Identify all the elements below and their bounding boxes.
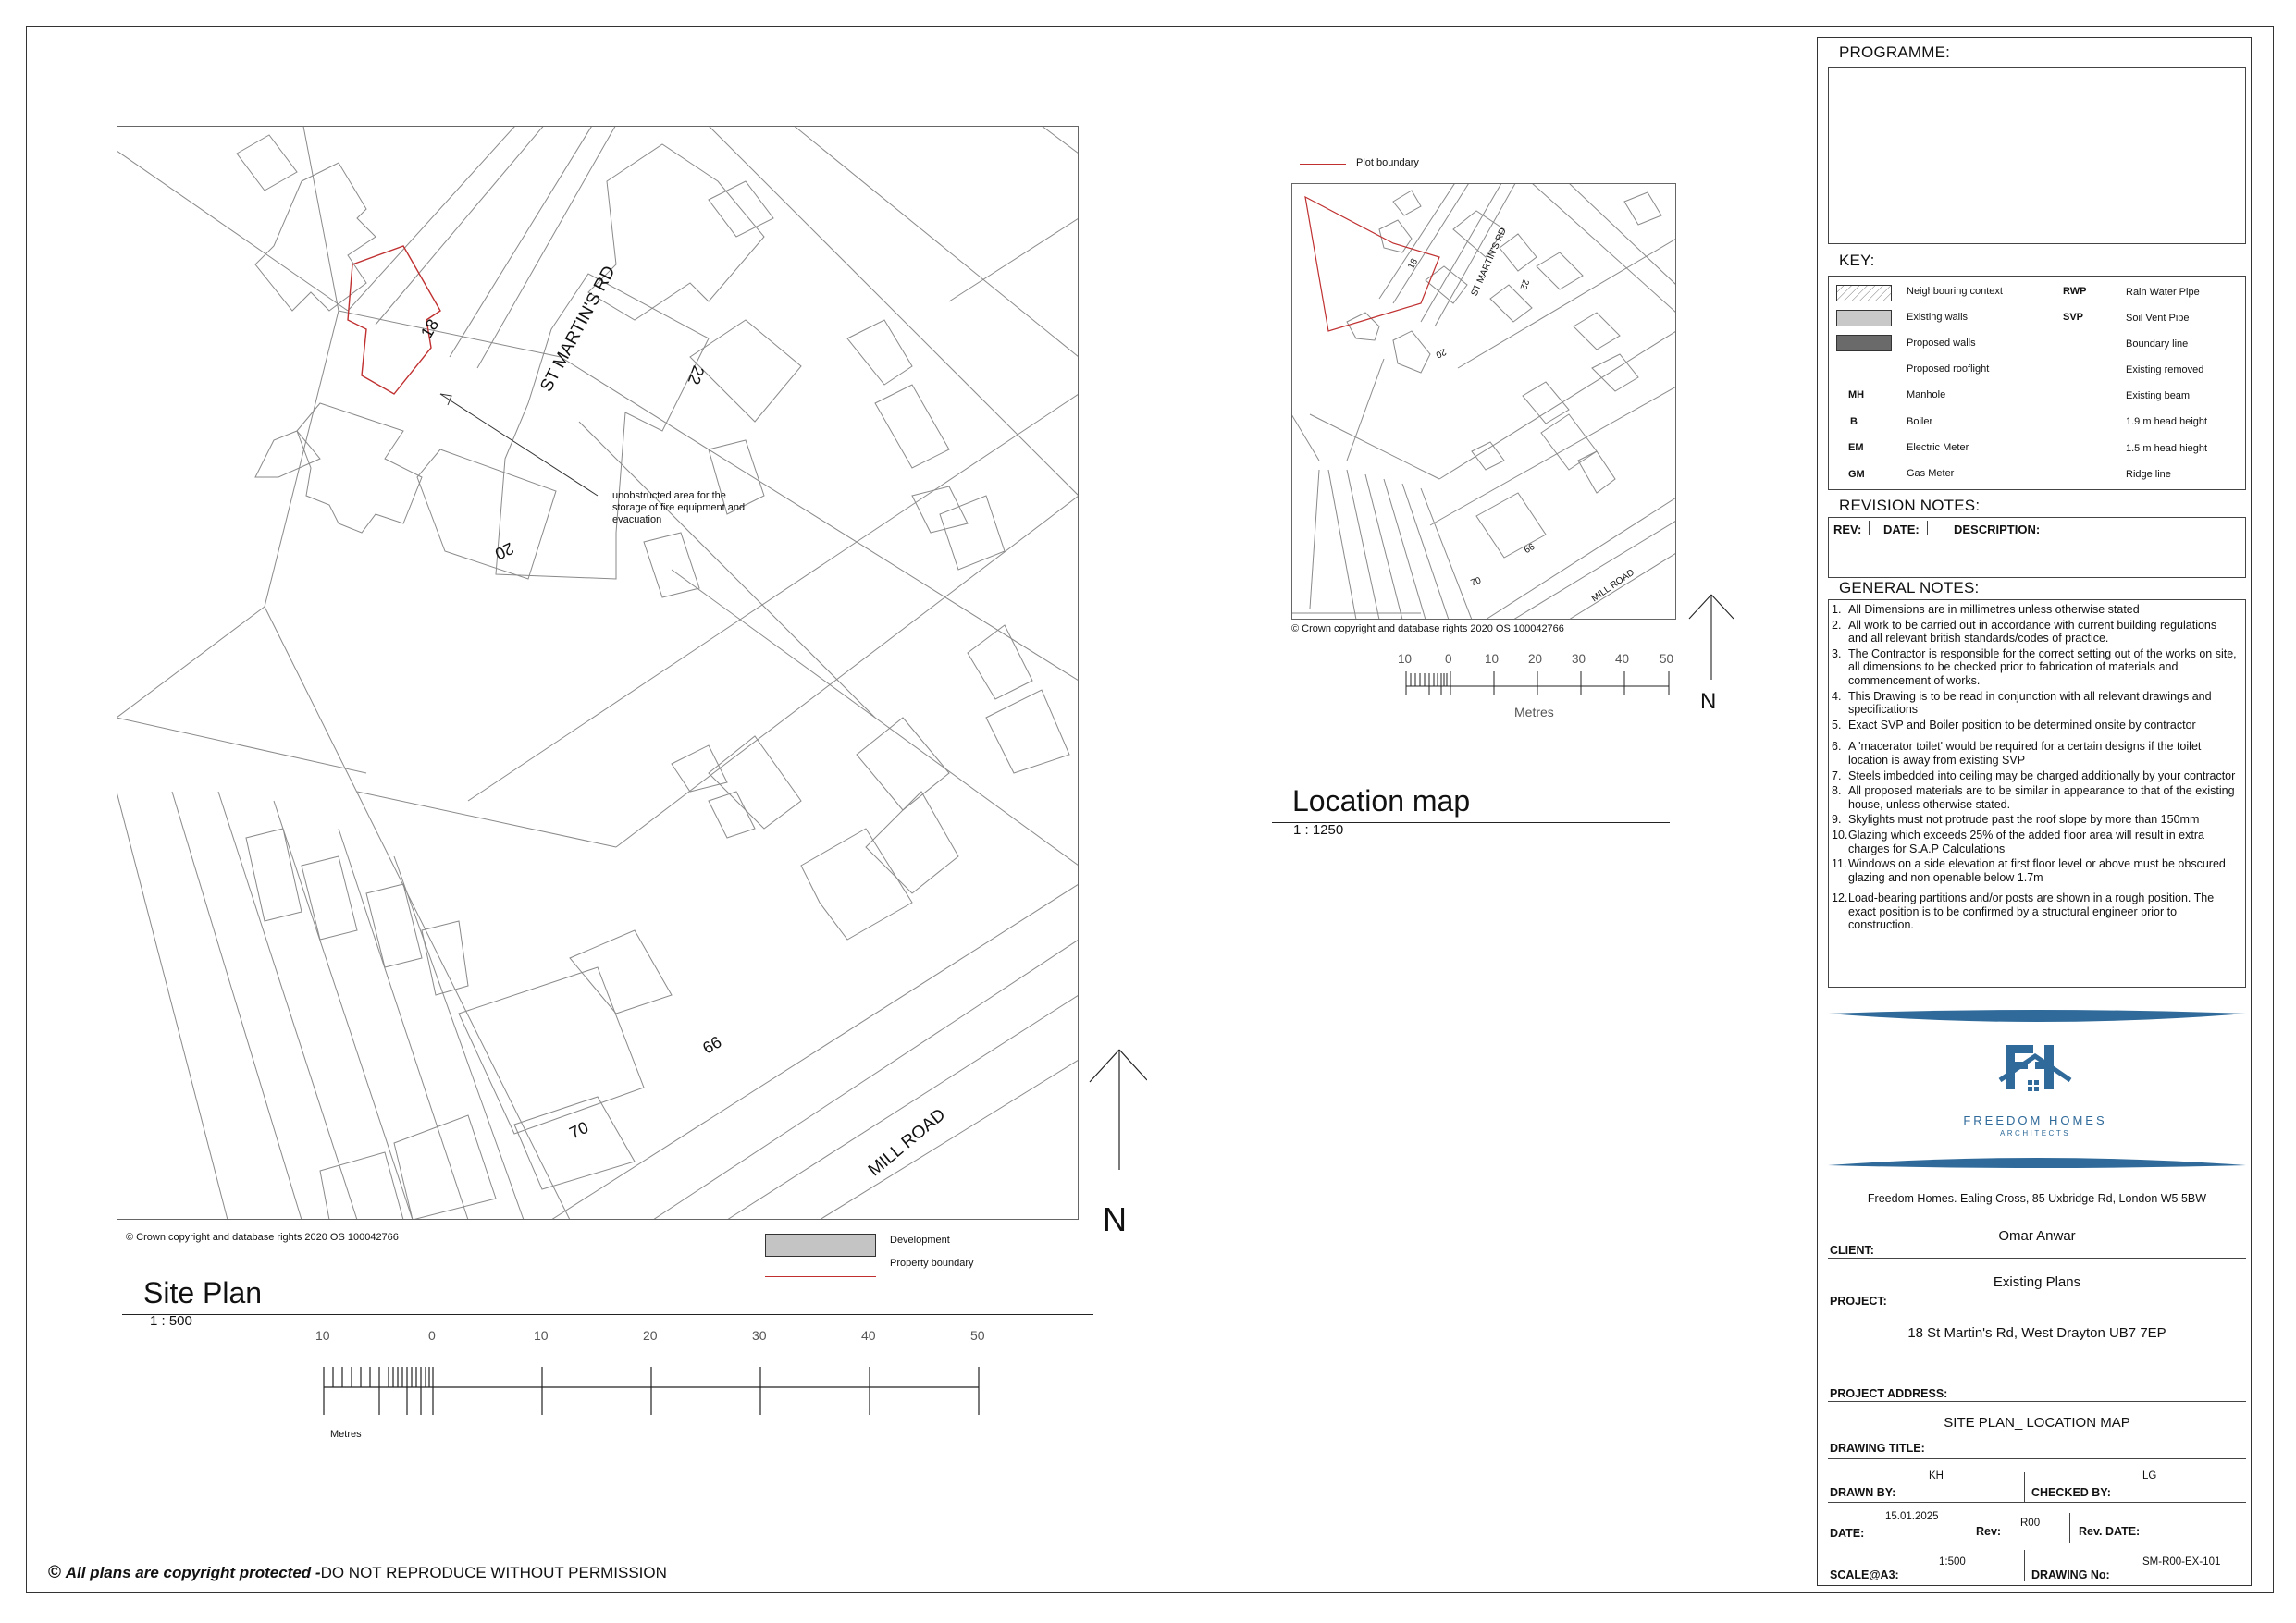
legend-development-label: Development [890, 1235, 950, 1246]
note-2: 2. All work to be carried out in accordance with current building regulations and all relevant british standards/codes of practice. [1832, 618, 2217, 646]
project-value: Existing Plans [1993, 1274, 2081, 1290]
key-right-0-code: RWP [2063, 286, 2087, 297]
drawing-no-label: DRAWING No: [2031, 1568, 2110, 1581]
note-10: 10. Glazing which exceeds 25% of the added floor area will result in extra charges for S.A.P Calculations [1832, 828, 2204, 855]
rev-divider-2 [1927, 521, 1928, 535]
scale-unit-site: Metres [330, 1429, 362, 1440]
key-left-6-code: EM [1848, 442, 1864, 453]
scale-tick-site-40: 40 [861, 1328, 876, 1343]
brand-name: FREEDOM HOMES [1963, 1113, 2107, 1127]
legend-boundary-line [765, 1276, 876, 1277]
rev-divider-1 [1869, 521, 1870, 535]
key-right-2: Boundary line [2126, 338, 2189, 350]
scale-tick-loc-20: 20 [1528, 652, 1543, 666]
scale-unit-location: Metres [1514, 705, 1554, 719]
note-5: 5. Exact SVP and Boiler position to be determined onsite by contractor [1832, 718, 2196, 732]
brand-swoosh-bottom [1828, 1156, 2246, 1171]
north-label-site: N [1103, 1200, 1127, 1238]
note-3: 3. The Contractor is responsible for the correct setting out of the works on site, all dimensions to be checked prior to fabrication of materials and commencement of works. [1832, 646, 2237, 687]
rev-value: R00 [2020, 1518, 2041, 1529]
note-8: 8. All proposed materials are to be similar in appearance to that of the existing house, unless otherwise stated. [1832, 784, 2235, 811]
key-left-2: Proposed walls [1907, 338, 1976, 349]
scale-divider [2024, 1550, 2025, 1581]
programme-label: PROGRAMME: [1839, 43, 1951, 61]
house-number-70: 70 [566, 1117, 592, 1143]
revision-label: REVISION NOTES: [1839, 497, 1981, 514]
note-9: 9. Skylights must not protrude past the roof slope by more than 150mm [1832, 813, 2200, 827]
house-number-20: 20 [491, 538, 517, 564]
legend-development-swatch [765, 1234, 876, 1257]
scale-label: SCALE@A3: [1830, 1568, 1899, 1581]
checked-by-value: LG [2142, 1470, 2157, 1482]
drawn-by-value: KH [1929, 1470, 1944, 1482]
site-copyright: © Crown copyright and database rights 2020 OS 100042766 [126, 1232, 399, 1243]
scale-tick-site-0: 0 [428, 1328, 436, 1343]
location-map-scale: 1 : 1250 [1293, 822, 1344, 838]
scale-bar-site [315, 1359, 999, 1424]
programme-box [1828, 67, 2246, 244]
address-value: 18 St Martin's Rd, West Drayton UB7 7EP [1907, 1325, 2166, 1341]
street-label-st-martins: ST MARTIN'S RD [537, 263, 620, 396]
scale-tick-site-50: 50 [970, 1328, 985, 1343]
key-label: KEY: [1839, 252, 1875, 269]
scale-tick-loc-50: 50 [1660, 652, 1674, 666]
rev-divider [2069, 1513, 2070, 1543]
date-label: DATE: [1830, 1527, 1865, 1540]
road-label-mill-road: MILL ROAD [864, 1104, 950, 1181]
key-left-7-code: GM [1848, 469, 1865, 480]
location-legend-label: Plot boundary [1356, 157, 1419, 168]
key-left-4: Manhole [1907, 389, 1946, 400]
address-label: PROJECT ADDRESS: [1830, 1387, 1948, 1400]
scale-tick-loc-30: 30 [1572, 652, 1586, 666]
scale-tick-loc-40: 40 [1615, 652, 1630, 666]
key-left-4-code: MH [1848, 389, 1865, 400]
key-right-3: Existing removed [2126, 364, 2204, 375]
checked-by-label: CHECKED BY: [2031, 1486, 2111, 1499]
location-road-label: MILL ROAD [1589, 567, 1636, 605]
location-street-label: ST MARTIN'S RD [1469, 227, 1509, 298]
company-address: Freedom Homes. Ealing Cross, 85 Uxbridge Rd, London W5 5BW [1867, 1192, 2207, 1205]
key-right-0: Rain Water Pipe [2126, 287, 2200, 298]
scale-bar-location [1397, 668, 1674, 705]
existing-walls-swatch [1836, 310, 1892, 326]
location-copyright: © Crown copyright and database rights 2020 OS 100042766 [1291, 623, 1564, 634]
scale-tick-site-10: 10 [534, 1328, 549, 1343]
location-map-frame [1291, 183, 1676, 620]
drawn-divider [2024, 1472, 2025, 1502]
north-label-location: N [1700, 689, 1717, 714]
location-house-22: 22 [1517, 277, 1531, 291]
general-notes-list [1832, 603, 2239, 934]
note-12: 12. Load-bearing partitions and/or posts are shown in a rough position. The exact position is to be confirmed by a structural engineer prior to construction. [1832, 891, 2215, 932]
note-7: 7. Steels imbedded into ceiling may be charged additionally by your contractor [1832, 768, 2236, 782]
key-left-7: Gas Meter [1907, 468, 1955, 479]
rev-label: Rev: [1976, 1525, 2002, 1538]
location-house-66: 66 [1522, 541, 1537, 557]
location-map-title: Location map [1292, 784, 1471, 818]
note-11: 11. Windows on a side elevation at first floor level or above must be obscured glazing and non openable below 1.7m [1832, 857, 2226, 884]
key-left-5-code: B [1850, 416, 1858, 427]
location-legend-line [1300, 164, 1346, 165]
drawing-title-value: SITE PLAN_ LOCATION MAP [1944, 1415, 2130, 1431]
note-1: 1. All Dimensions are in millimetres unless otherwise stated [1832, 603, 2140, 616]
note-4: 4. This Drawing is to be read in conjunction with all relevant drawings and specifications [1832, 689, 2212, 717]
client-rule [1828, 1258, 2246, 1259]
key-left-5: Boiler [1907, 416, 1933, 427]
scale-tick-site-30: 30 [752, 1328, 767, 1343]
house-number-18: 18 [416, 315, 443, 341]
neighbouring-context-swatch [1836, 285, 1892, 301]
key-left-3: Proposed rooflight [1907, 363, 1990, 375]
brand-sub: ARCHITECTS [1999, 1129, 2071, 1137]
drawn-rule [1828, 1502, 2246, 1503]
note-6: 6. A 'macerator toilet' would be required for a certain designs if the toilet location is away from existing SVP [1832, 740, 2202, 767]
key-right-5: 1.9 m head height [2126, 416, 2208, 427]
drawing-no-value: SM-R00-EX-101 [2142, 1556, 2221, 1568]
drawing-title-label: DRAWING TITLE: [1830, 1442, 1925, 1455]
drawn-by-label: DRAWN BY: [1830, 1486, 1896, 1499]
house-number-22: 22 [684, 363, 709, 387]
scale-tick-loc-10-neg: 10 [1398, 652, 1413, 666]
general-notes-label: GENERAL NOTES: [1839, 579, 1980, 596]
rev-col: REV: [1833, 523, 1862, 536]
footer-copyright [48, 1563, 667, 1583]
legend-boundary-label: Property boundary [890, 1258, 974, 1269]
client-value: Omar Anwar [1998, 1228, 2076, 1244]
scale-tick-site-20: 20 [643, 1328, 658, 1343]
key-right-4: Existing beam [2126, 390, 2191, 401]
brand-swoosh-top [1828, 1010, 2246, 1028]
scale-tick-loc-10: 10 [1485, 652, 1500, 666]
location-house-18: 18 [1406, 256, 1421, 272]
site-plan-title-underline [122, 1314, 1093, 1315]
scale-tick-site-10-neg: 10 [315, 1328, 330, 1343]
scale-tick-loc-0: 0 [1445, 652, 1452, 666]
project-label: PROJECT: [1830, 1295, 1887, 1308]
key-right-1: Soil Vent Pipe [2126, 313, 2190, 324]
rev-date-label: Rev. DATE: [2079, 1525, 2141, 1538]
north-arrow-location [1684, 587, 1739, 698]
drawing-title-rule [1828, 1458, 2246, 1459]
proposed-walls-swatch [1836, 335, 1892, 351]
site-plan-scale: 1 : 500 [150, 1313, 192, 1329]
client-label: CLIENT: [1830, 1244, 1874, 1257]
location-house-70: 70 [1469, 575, 1483, 589]
scale-value: 1:500 [1939, 1556, 1966, 1568]
footer-bold-text: All plans are copyright protected - [65, 1564, 321, 1581]
key-left-1: Existing walls [1907, 312, 1969, 323]
freedom-homes-logo-icon [1998, 1043, 2072, 1103]
key-left-0: Neighbouring context [1907, 286, 2003, 297]
key-box [1828, 276, 2246, 490]
site-plan-title: Site Plan [143, 1276, 263, 1309]
date-value: 15.01.2025 [1885, 1511, 1939, 1522]
north-arrow-site [1082, 1045, 1147, 1174]
desc-col: DESCRIPTION: [1954, 523, 2041, 536]
key-left-6: Electric Meter [1907, 442, 1969, 453]
footer-normal-text: DO NOT REPRODUCE WITHOUT PERMISSION [320, 1564, 667, 1581]
site-annotation: unobstructed area for the storage of fire equipment and evacuation [612, 490, 746, 525]
address-rule [1828, 1401, 2246, 1402]
key-right-6: 1.5 m head hieght [2126, 443, 2208, 454]
date-col: DATE: [1883, 523, 1920, 536]
key-right-1-code: SVP [2063, 312, 2084, 323]
key-right-7: Ridge line [2126, 469, 2171, 480]
location-house-20: 20 [1434, 346, 1448, 360]
house-number-66: 66 [699, 1032, 725, 1058]
copyright-icon: © [48, 1563, 61, 1582]
